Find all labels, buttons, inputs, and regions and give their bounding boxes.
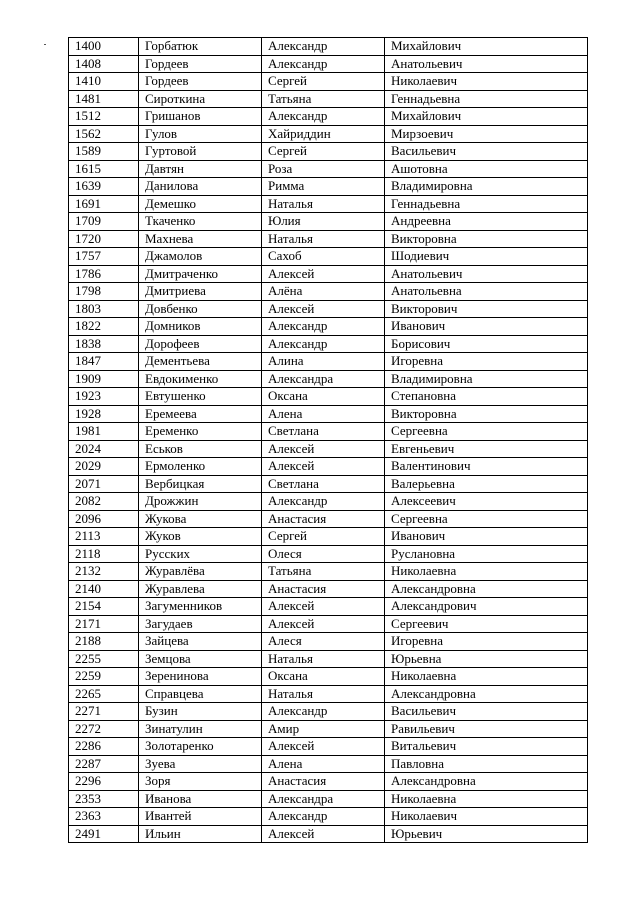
id-cell: 1691 — [69, 195, 139, 213]
id-cell: 2491 — [69, 825, 139, 843]
id-cell: 1408 — [69, 55, 139, 73]
patronymic-cell: Игоревна — [385, 633, 588, 651]
id-cell: 2296 — [69, 773, 139, 791]
patronymic-cell: Александровна — [385, 773, 588, 791]
table-row — [69, 475, 588, 493]
id-cell: 2286 — [69, 738, 139, 756]
table-row — [69, 755, 588, 773]
table-row — [69, 650, 588, 668]
table-row — [69, 300, 588, 318]
first-name-cell: Алёна — [262, 283, 385, 301]
id-cell: 1615 — [69, 160, 139, 178]
first-name-cell: Олеся — [262, 545, 385, 563]
surname-cell: Ткаченко — [139, 213, 262, 231]
id-cell: 2140 — [69, 580, 139, 598]
surname-cell: Еременко — [139, 423, 262, 441]
surname-cell: Дементьева — [139, 353, 262, 371]
table-row — [69, 825, 588, 843]
id-cell: 1589 — [69, 143, 139, 161]
id-cell: 1822 — [69, 318, 139, 336]
table-row — [69, 405, 588, 423]
surname-cell: Золотаренко — [139, 738, 262, 756]
surname-cell: Ильин — [139, 825, 262, 843]
surname-cell: Данилова — [139, 178, 262, 196]
surname-cell: Зуева — [139, 755, 262, 773]
id-cell: 1909 — [69, 370, 139, 388]
id-cell: 1639 — [69, 178, 139, 196]
table-row — [69, 178, 588, 196]
table-row — [69, 493, 588, 511]
first-name-cell: Наталья — [262, 195, 385, 213]
table-row — [69, 265, 588, 283]
id-cell: 2171 — [69, 615, 139, 633]
first-name-cell: Алексей — [262, 440, 385, 458]
surname-cell: Домников — [139, 318, 262, 336]
patronymic-cell: Анатольевич — [385, 55, 588, 73]
id-cell: 1847 — [69, 353, 139, 371]
patronymic-cell: Николаевна — [385, 668, 588, 686]
table-row — [69, 143, 588, 161]
first-name-cell: Александр — [262, 55, 385, 73]
first-name-cell: Наталья — [262, 650, 385, 668]
id-cell: 2029 — [69, 458, 139, 476]
patronymic-cell: Валентинович — [385, 458, 588, 476]
patronymic-cell: Александровна — [385, 580, 588, 598]
surname-cell: Джамолов — [139, 248, 262, 266]
surname-cell: Зеренинова — [139, 668, 262, 686]
first-name-cell: Хайриддин — [262, 125, 385, 143]
id-cell: 1410 — [69, 73, 139, 91]
table-row — [69, 615, 588, 633]
patronymic-cell: Витальевич — [385, 738, 588, 756]
surname-cell: Справцева — [139, 685, 262, 703]
surname-cell: Дмитраченко — [139, 265, 262, 283]
table-row — [69, 773, 588, 791]
first-name-cell: Анастасия — [262, 510, 385, 528]
id-cell: 1928 — [69, 405, 139, 423]
first-name-cell: Александр — [262, 108, 385, 126]
first-name-cell: Наталья — [262, 230, 385, 248]
table-row — [69, 633, 588, 651]
surname-cell: Дрожжин — [139, 493, 262, 511]
surname-cell: Дорофеев — [139, 335, 262, 353]
first-name-cell: Алена — [262, 755, 385, 773]
patronymic-cell: Шодиевич — [385, 248, 588, 266]
id-cell: 2255 — [69, 650, 139, 668]
scan-speck — [44, 44, 46, 45]
table-row — [69, 230, 588, 248]
first-name-cell: Анастасия — [262, 580, 385, 598]
table-row — [69, 808, 588, 826]
patronymic-cell: Сергеевич — [385, 615, 588, 633]
first-name-cell: Александра — [262, 370, 385, 388]
patronymic-cell: Викторович — [385, 300, 588, 318]
surname-cell: Загудаев — [139, 615, 262, 633]
table-row — [69, 318, 588, 336]
id-cell: 2265 — [69, 685, 139, 703]
table-row — [69, 195, 588, 213]
surname-cell: Земцова — [139, 650, 262, 668]
patronymic-cell: Анатольевна — [385, 283, 588, 301]
patronymic-cell: Васильевич — [385, 143, 588, 161]
first-name-cell: Алеся — [262, 633, 385, 651]
id-cell: 1720 — [69, 230, 139, 248]
table-row — [69, 528, 588, 546]
table-row — [69, 423, 588, 441]
first-name-cell: Александр — [262, 38, 385, 56]
surname-cell: Ивантей — [139, 808, 262, 826]
id-cell: 1798 — [69, 283, 139, 301]
surname-cell: Довбенко — [139, 300, 262, 318]
patronymic-cell: Иванович — [385, 318, 588, 336]
id-cell: 2188 — [69, 633, 139, 651]
first-name-cell: Алексей — [262, 615, 385, 633]
id-cell: 2096 — [69, 510, 139, 528]
patronymic-cell: Степановна — [385, 388, 588, 406]
table-row — [69, 38, 588, 56]
patronymic-cell: Юрьевна — [385, 650, 588, 668]
surname-cell: Гордеев — [139, 73, 262, 91]
patronymic-cell: Андреевна — [385, 213, 588, 231]
table-row — [69, 598, 588, 616]
id-cell: 2071 — [69, 475, 139, 493]
first-name-cell: Сахоб — [262, 248, 385, 266]
first-name-cell: Татьяна — [262, 563, 385, 581]
id-cell: 1838 — [69, 335, 139, 353]
first-name-cell: Наталья — [262, 685, 385, 703]
patronymic-cell: Юрьевич — [385, 825, 588, 843]
surname-cell: Еремеева — [139, 405, 262, 423]
table-row — [69, 353, 588, 371]
table-body — [69, 38, 588, 843]
patronymic-cell: Владимировна — [385, 370, 588, 388]
first-name-cell: Александр — [262, 493, 385, 511]
table-row — [69, 563, 588, 581]
first-name-cell: Роза — [262, 160, 385, 178]
surname-cell: Зоря — [139, 773, 262, 791]
id-cell: 2271 — [69, 703, 139, 721]
table-row — [69, 685, 588, 703]
surname-cell: Вербицкая — [139, 475, 262, 493]
table-row — [69, 370, 588, 388]
id-cell: 1481 — [69, 90, 139, 108]
patronymic-cell: Васильевич — [385, 703, 588, 721]
id-cell: 2353 — [69, 790, 139, 808]
surname-cell: Гордеев — [139, 55, 262, 73]
first-name-cell: Оксана — [262, 388, 385, 406]
patronymic-cell: Михайлович — [385, 38, 588, 56]
surname-cell: Демешко — [139, 195, 262, 213]
surname-cell: Дмитриева — [139, 283, 262, 301]
surname-cell: Ермоленко — [139, 458, 262, 476]
first-name-cell: Анастасия — [262, 773, 385, 791]
patronymic-cell: Александровна — [385, 685, 588, 703]
id-cell: 1709 — [69, 213, 139, 231]
patronymic-cell: Павловна — [385, 755, 588, 773]
table-row — [69, 248, 588, 266]
table-row — [69, 283, 588, 301]
surname-cell: Зайцева — [139, 633, 262, 651]
surname-cell: Махнева — [139, 230, 262, 248]
first-name-cell: Алексей — [262, 738, 385, 756]
patronymic-cell: Игоревна — [385, 353, 588, 371]
patronymic-cell: Валерьевна — [385, 475, 588, 493]
patronymic-cell: Ашотовна — [385, 160, 588, 178]
id-cell: 2272 — [69, 720, 139, 738]
patronymic-cell: Сергеевна — [385, 510, 588, 528]
id-cell: 1562 — [69, 125, 139, 143]
table-row — [69, 108, 588, 126]
table-row — [69, 458, 588, 476]
table-row — [69, 55, 588, 73]
table-row — [69, 125, 588, 143]
first-name-cell: Алексей — [262, 300, 385, 318]
surname-cell: Давтян — [139, 160, 262, 178]
name-list-table — [68, 37, 588, 843]
id-cell: 1512 — [69, 108, 139, 126]
surname-cell: Евтушенко — [139, 388, 262, 406]
surname-cell: Еськов — [139, 440, 262, 458]
first-name-cell: Алексей — [262, 265, 385, 283]
first-name-cell: Светлана — [262, 475, 385, 493]
id-cell: 2113 — [69, 528, 139, 546]
first-name-cell: Алина — [262, 353, 385, 371]
first-name-cell: Александр — [262, 703, 385, 721]
patronymic-cell: Сергеевна — [385, 423, 588, 441]
table-row — [69, 668, 588, 686]
first-name-cell: Алена — [262, 405, 385, 423]
first-name-cell: Юлия — [262, 213, 385, 231]
table-row — [69, 703, 588, 721]
patronymic-cell: Геннадьевна — [385, 90, 588, 108]
first-name-cell: Александр — [262, 808, 385, 826]
first-name-cell: Александра — [262, 790, 385, 808]
table-row — [69, 335, 588, 353]
surname-cell: Гришанов — [139, 108, 262, 126]
table-row — [69, 213, 588, 231]
id-cell: 1786 — [69, 265, 139, 283]
table-row — [69, 510, 588, 528]
surname-cell: Евдокименко — [139, 370, 262, 388]
id-cell: 1803 — [69, 300, 139, 318]
patronymic-cell: Борисович — [385, 335, 588, 353]
first-name-cell: Сергей — [262, 528, 385, 546]
table-row — [69, 580, 588, 598]
first-name-cell: Сергей — [262, 143, 385, 161]
patronymic-cell: Николаевич — [385, 808, 588, 826]
patronymic-cell: Александрович — [385, 598, 588, 616]
first-name-cell: Татьяна — [262, 90, 385, 108]
patronymic-cell: Михайлович — [385, 108, 588, 126]
id-cell: 2082 — [69, 493, 139, 511]
table-row — [69, 738, 588, 756]
id-cell: 1757 — [69, 248, 139, 266]
id-cell: 2154 — [69, 598, 139, 616]
first-name-cell: Оксана — [262, 668, 385, 686]
patronymic-cell: Владимировна — [385, 178, 588, 196]
patronymic-cell: Викторовна — [385, 230, 588, 248]
id-cell: 2118 — [69, 545, 139, 563]
surname-cell: Зинатулин — [139, 720, 262, 738]
first-name-cell: Алексей — [262, 825, 385, 843]
id-cell: 2363 — [69, 808, 139, 826]
surname-cell: Иванова — [139, 790, 262, 808]
patronymic-cell: Николаевна — [385, 790, 588, 808]
table-row — [69, 790, 588, 808]
patronymic-cell: Евгеньевич — [385, 440, 588, 458]
patronymic-cell: Равильевич — [385, 720, 588, 738]
id-cell: 2024 — [69, 440, 139, 458]
patronymic-cell: Иванович — [385, 528, 588, 546]
surname-cell: Гуртовой — [139, 143, 262, 161]
id-cell: 1400 — [69, 38, 139, 56]
first-name-cell: Алексей — [262, 598, 385, 616]
table-row — [69, 90, 588, 108]
table-row — [69, 720, 588, 738]
patronymic-cell: Викторовна — [385, 405, 588, 423]
surname-cell: Жукова — [139, 510, 262, 528]
id-cell: 1981 — [69, 423, 139, 441]
first-name-cell: Алексей — [262, 458, 385, 476]
first-name-cell: Сергей — [262, 73, 385, 91]
patronymic-cell: Анатольевич — [385, 265, 588, 283]
patronymic-cell: Алексеевич — [385, 493, 588, 511]
id-cell: 2132 — [69, 563, 139, 581]
patronymic-cell: Руслановна — [385, 545, 588, 563]
patronymic-cell: Мирзоевич — [385, 125, 588, 143]
surname-cell: Горбатюк — [139, 38, 262, 56]
patronymic-cell: Николаевич — [385, 73, 588, 91]
table-row — [69, 545, 588, 563]
first-name-cell: Александр — [262, 335, 385, 353]
table-row — [69, 440, 588, 458]
surname-cell: Русских — [139, 545, 262, 563]
patronymic-cell: Николаевна — [385, 563, 588, 581]
surname-cell: Жуков — [139, 528, 262, 546]
surname-cell: Загуменников — [139, 598, 262, 616]
first-name-cell: Александр — [262, 318, 385, 336]
surname-cell: Гулов — [139, 125, 262, 143]
id-cell: 1923 — [69, 388, 139, 406]
id-cell: 2287 — [69, 755, 139, 773]
table-row — [69, 73, 588, 91]
patronymic-cell: Геннадьевна — [385, 195, 588, 213]
table-row — [69, 388, 588, 406]
surname-cell: Журавлева — [139, 580, 262, 598]
surname-cell: Журавлёва — [139, 563, 262, 581]
table-row — [69, 160, 588, 178]
first-name-cell: Римма — [262, 178, 385, 196]
first-name-cell: Амир — [262, 720, 385, 738]
first-name-cell: Светлана — [262, 423, 385, 441]
surname-cell: Сироткина — [139, 90, 262, 108]
surname-cell: Бузин — [139, 703, 262, 721]
id-cell: 2259 — [69, 668, 139, 686]
